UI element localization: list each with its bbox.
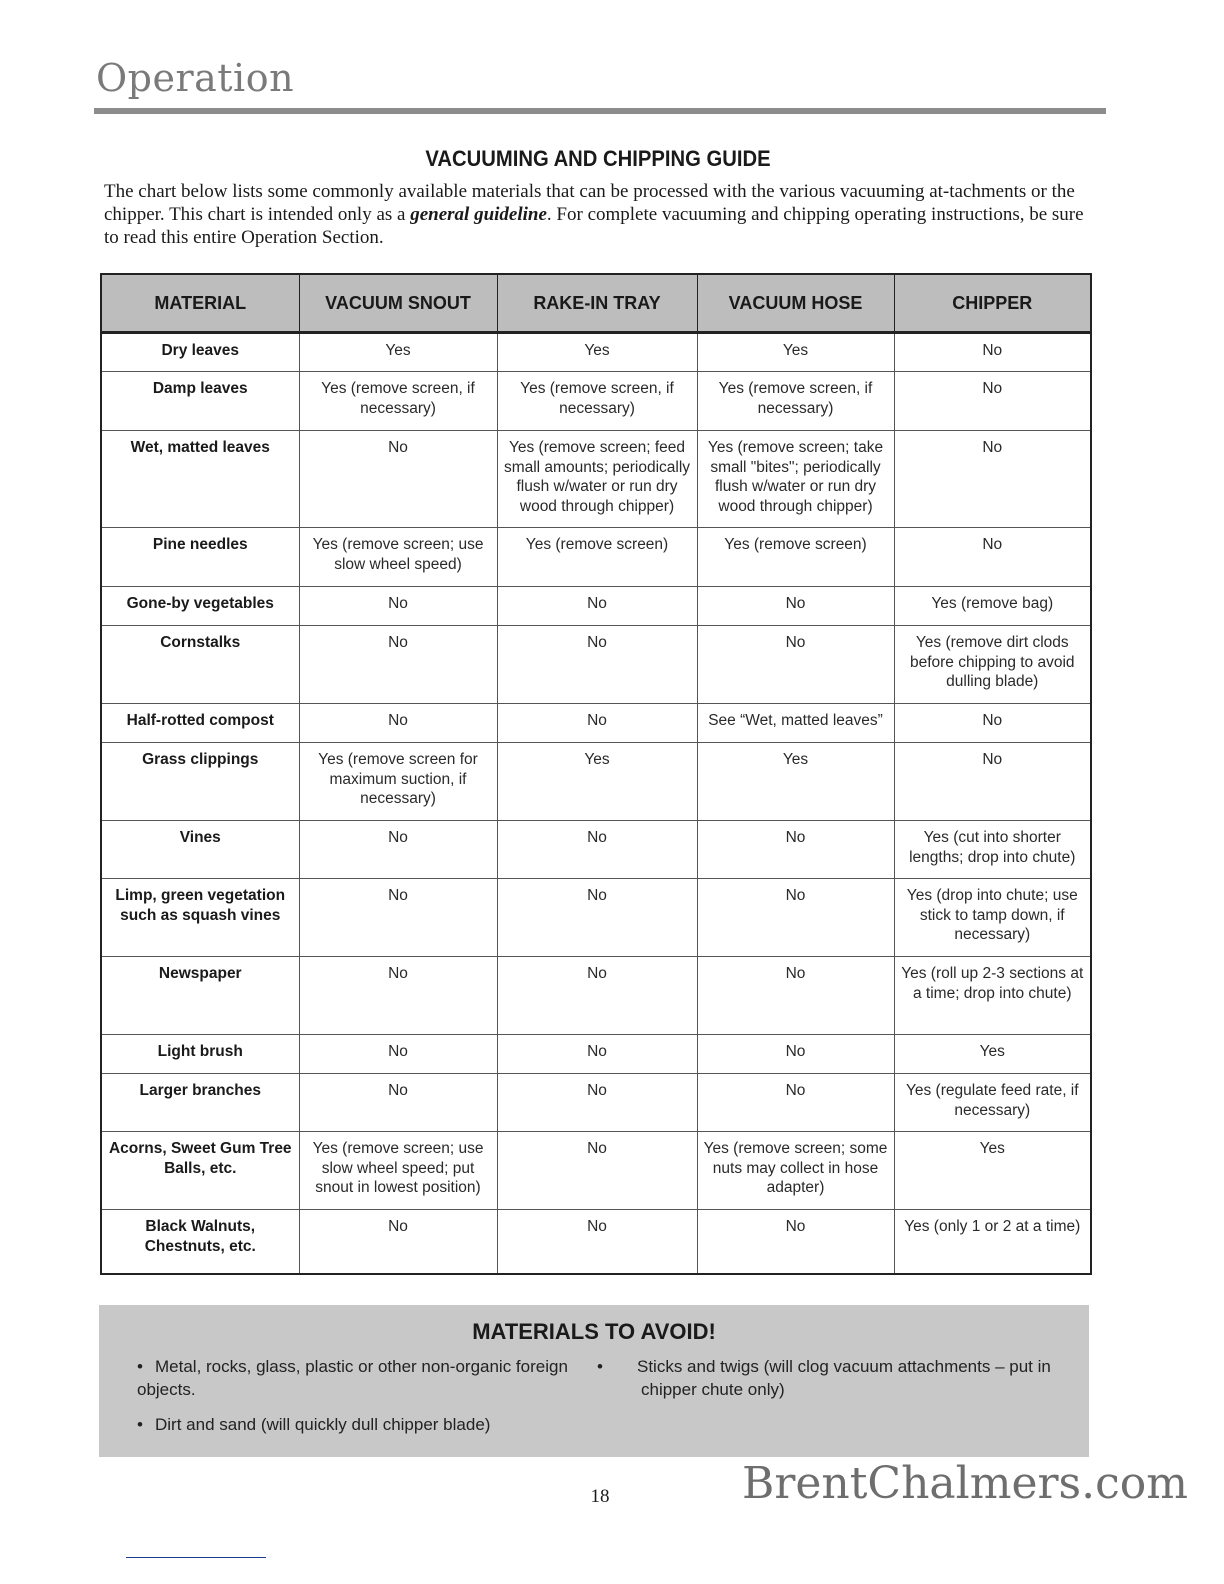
table-row [101,626,1091,704]
material-cell: Grass clippings [101,743,299,821]
vacuum-hose-cell: Yes (remove screen; take small "bites"; periodically flush w/water or run dry wood through chipper) [697,431,894,528]
vacuum-hose-cell: Yes [697,743,894,821]
vacuum-hose-cell: No [697,1035,894,1074]
vacuum-snout-cell: No [299,587,497,626]
vacuum-hose-cell: No [697,821,894,879]
vacuum-hose-cell: No [697,626,894,704]
table-row [101,333,1091,372]
rake-in-tray-cell: No [497,957,697,1035]
header-material: MATERIAL [101,274,299,333]
chipper-cell: Yes [894,1035,1091,1074]
avoid-list-left [137,1355,577,1448]
vacuum-hose-cell: Yes (remove screen, if necessary) [697,372,894,431]
rake-in-tray-cell: No [497,1035,697,1074]
watermark: BrentChalmers.com [742,1458,1188,1509]
table-row [101,1210,1091,1274]
rake-in-tray-cell: No [497,1074,697,1132]
vacuum-snout-cell: No [299,1210,497,1274]
material-cell: Light brush [101,1035,299,1074]
vacuum-snout-cell: No [299,431,497,528]
table-row [101,704,1091,743]
avoid-list-right [597,1355,1059,1413]
avoid-item [137,1413,577,1436]
rake-in-tray-cell: Yes [497,743,697,821]
header-rake-in-tray: RAKE-IN TRAY [497,274,697,333]
vacuum-snout-cell: No [299,879,497,957]
material-cell: Dry leaves [101,333,299,372]
vacuum-hose-cell: No [697,1074,894,1132]
material-cell: Black Walnuts, Chestnuts, etc. [101,1210,299,1274]
table-row [101,743,1091,821]
chipper-cell: No [894,743,1091,821]
avoid-item-text: Dirt and sand (will quickly dull chipper blade) [155,1415,491,1434]
table-row [101,528,1091,587]
vacuum-snout-cell: Yes (remove screen for maximum suction, if necessary) [299,743,497,821]
chipper-cell: No [894,704,1091,743]
chipper-cell: Yes (regulate feed rate, if necessary) [894,1074,1091,1132]
vacuum-snout-cell: Yes [299,333,497,372]
intro-emphasis: general guideline [410,204,547,225]
material-cell: Larger branches [101,1074,299,1132]
footnote-rule [126,1557,266,1558]
vacuum-hose-cell: See “Wet, matted leaves” [697,704,894,743]
rake-in-tray-cell: No [497,1132,697,1210]
title-rule [94,108,1106,114]
chipper-cell: Yes (roll up 2-3 sections at a time; drop into chute) [894,957,1091,1035]
material-cell: Wet, matted leaves [101,431,299,528]
header-chipper: CHIPPER [894,274,1091,333]
vacuum-snout-cell: Yes (remove screen; use slow wheel speed) [299,528,497,587]
intro-paragraph [104,180,1094,249]
chipper-cell: No [894,528,1091,587]
material-cell: Half-rotted compost [101,704,299,743]
vacuum-hose-cell: No [697,957,894,1035]
avoid-item-text: Metal, rocks, glass, plastic or other non-organic foreign objects. [137,1357,568,1399]
table-row [101,431,1091,528]
header-vacuum-snout: VACUUM SNOUT [299,274,497,333]
chipper-cell: Yes (drop into chute; use stick to tamp down, if necessary) [894,879,1091,957]
header-vacuum-hose: VACUUM HOSE [697,274,894,333]
vacuum-snout-cell: No [299,821,497,879]
rake-in-tray-cell: No [497,879,697,957]
rake-in-tray-cell: No [497,821,697,879]
bullet-icon: • [137,1357,143,1376]
bullet-icon: • [137,1415,143,1434]
rake-in-tray-cell: No [497,626,697,704]
rake-in-tray-cell: Yes (remove screen) [497,528,697,587]
vacuuming-chipping-table [100,273,1092,1275]
table-row [101,957,1091,1035]
bullet-icon: • [597,1357,603,1376]
chipper-cell: Yes (only 1 or 2 at a time) [894,1210,1091,1274]
page-number: 18 [590,1486,610,1507]
vacuum-hose-cell: Yes (remove screen; some nuts may collect in hose adapter) [697,1132,894,1210]
rake-in-tray-cell: No [497,1210,697,1274]
chipper-cell: No [894,333,1091,372]
avoid-title: MATERIALS TO AVOID! [472,1319,716,1344]
rake-in-tray-cell: Yes (remove screen, if necessary) [497,372,697,431]
table-header-row [101,274,1091,333]
vacuum-hose-cell: No [697,879,894,957]
chipper-cell: Yes (remove bag) [894,587,1091,626]
chipper-cell: No [894,372,1091,431]
vacuum-hose-cell: No [697,1210,894,1274]
table-row [101,1074,1091,1132]
rake-in-tray-cell: No [497,704,697,743]
table-row [101,879,1091,957]
vacuum-snout-cell: Yes (remove screen; use slow wheel speed; put snout in lowest position) [299,1132,497,1210]
table-row [101,1035,1091,1074]
material-cell: Gone-by vegetables [101,587,299,626]
table-row [101,587,1091,626]
material-cell: Limp, green vegetation such as squash vines [101,879,299,957]
material-cell: Damp leaves [101,372,299,431]
chipper-cell: Yes (cut into shorter lengths; drop into chute) [894,821,1091,879]
intro-text: The chart below lists some commonly available materials that can be processed with the various vacuuming at-tachments or the chipper. This chart is intended only as a [104,181,1075,225]
material-cell: Cornstalks [101,626,299,704]
rake-in-tray-cell: Yes (remove screen; feed small amounts; periodically flush w/water or run dry wood through chipper) [497,431,697,528]
material-cell: Acorns, Sweet Gum Tree Balls, etc. [101,1132,299,1210]
materials-to-avoid-box [99,1305,1089,1457]
rake-in-tray-cell: No [497,587,697,626]
vacuum-hose-cell: Yes [697,333,894,372]
avoid-item [137,1355,577,1401]
guide-title: VACUUMING AND CHIPPING GUIDE [425,146,771,171]
rake-in-tray-cell: Yes [497,333,697,372]
vacuum-snout-cell: No [299,704,497,743]
table-row [101,1132,1091,1210]
chipper-cell: No [894,431,1091,528]
vacuum-snout-cell: No [299,1074,497,1132]
chipper-cell: Yes [894,1132,1091,1210]
material-cell: Vines [101,821,299,879]
vacuum-snout-cell: No [299,1035,497,1074]
vacuum-snout-cell: No [299,626,497,704]
vacuum-hose-cell: No [697,587,894,626]
section-title: Operation [96,56,295,100]
vacuum-snout-cell: Yes (remove screen, if necessary) [299,372,497,431]
material-cell: Pine needles [101,528,299,587]
vacuum-snout-cell: No [299,957,497,1035]
table-row [101,821,1091,879]
avoid-item [597,1355,1059,1401]
intro-text-end: . For complete vacuuming and chipping operating instructions, be sure to read this entire Operation Section. [104,204,1084,248]
table-row [101,372,1091,431]
avoid-item-text: Sticks and twigs (will clog vacuum attachments – put in chipper chute only) [637,1357,1051,1399]
chipper-cell: Yes (remove dirt clods before chipping to avoid dulling blade) [894,626,1091,704]
material-cell: Newspaper [101,957,299,1035]
vacuum-hose-cell: Yes (remove screen) [697,528,894,587]
